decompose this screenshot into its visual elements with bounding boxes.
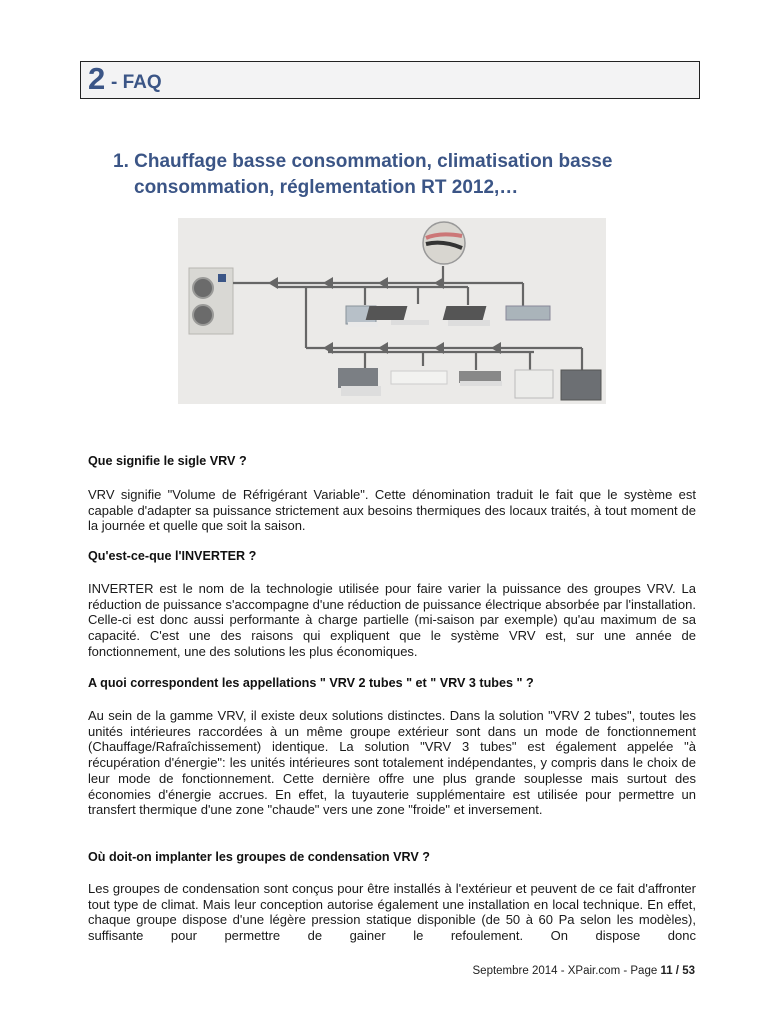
subsection-title-line1: 1. Chauffage basse consommation, climatisation basse	[113, 151, 613, 172]
faq-answer-4: Les groupes de condensation sont conçus pour être installés à l'extérieur et peuvent de ce fait d'affronter tout type de climat. Mais leur conception autorise également une installation en local technique. En effet, chaque groupe dispose d'une légère pression statique disponible (de 50 à 60 Pa selon les modèles), suffisante pour permettre de gainer le refoulement. On dispose donc	[88, 881, 696, 944]
indoor-units-upper	[346, 306, 550, 327]
faq-question-4: Où doit-on implanter les groupes de condensation VRV ?	[88, 850, 430, 864]
footer-page-number: 11	[660, 965, 673, 977]
footer-prefix: Septembre 2014 - XPair.com - Page	[472, 965, 661, 977]
section-header	[80, 61, 700, 99]
footer-page-total: 53	[682, 965, 695, 977]
footer-separator: /	[672, 965, 683, 977]
faq-answer-2: INVERTER est le nom de la technologie utilisée pour faire varier la puissance des groupes VRV. La réduction de puissance s'accompagne d'une réduction de puissance électrique absorbée par l'installation. Celle-ci est donc aussi performante à charge partielle (mi-saison par exemple) qu'au maximum de sa capacité. C'est une des raisons qui expliquent que le système VRV est, sur une année de fonctionnement, une des solutions les plus économiques.	[88, 581, 696, 659]
section-number: 2	[88, 61, 106, 96]
faq-question-1: Que signifie le sigle VRV ?	[88, 454, 247, 468]
indoor-units-lower	[338, 368, 601, 400]
vrv-system-diagram	[178, 218, 606, 404]
faq-answer-3: Au sein de la gamme VRV, il existe deux solutions distinctes. Dans la solution "VRV 2 tubes", toutes les unités intérieures raccordées à un même groupe extérieur sont dans un mode de fonctionnement (Chauffage/Rafraîchissement) identique. La solution "VRV 3 tubes" est également appelée "à récupération d'énergie": les unités intérieures sont totalement indépendantes, y compris dans le choix de leur mode de fonctionnement. Cette dernière offre une plus grande souplesse mais surtout des économies d'énergie accrues. En effet, la tuyauterie supplémentaire est utilisée pour permettre un transfert thermique d'une zone "chaude" vers une zone "froide" et inversement.	[88, 708, 696, 818]
section-label: - FAQ	[111, 72, 162, 93]
faq-answer-1: VRV signifie "Volume de Réfrigérant Variable". Cette dénomination traduit le fait que le système est capable d'adapter sa puissance strictement aux besoins thermiques des locaux traités, à tout moment de la journée et quelle que soit la saison.	[88, 487, 696, 534]
page-footer	[473, 965, 696, 977]
faq-question-3: A quoi correspondent les appellations " VRV 2 tubes " et " VRV 3 tubes " ?	[88, 676, 534, 690]
subsection-title	[113, 149, 673, 201]
pipe-detail-magnifier-icon	[423, 222, 465, 264]
subsection-title-line2: consommation, réglementation RT 2012,…	[134, 177, 519, 198]
outdoor-unit-icon	[189, 268, 233, 334]
faq-question-2: Qu'est-ce-que l'INVERTER ?	[88, 549, 257, 563]
